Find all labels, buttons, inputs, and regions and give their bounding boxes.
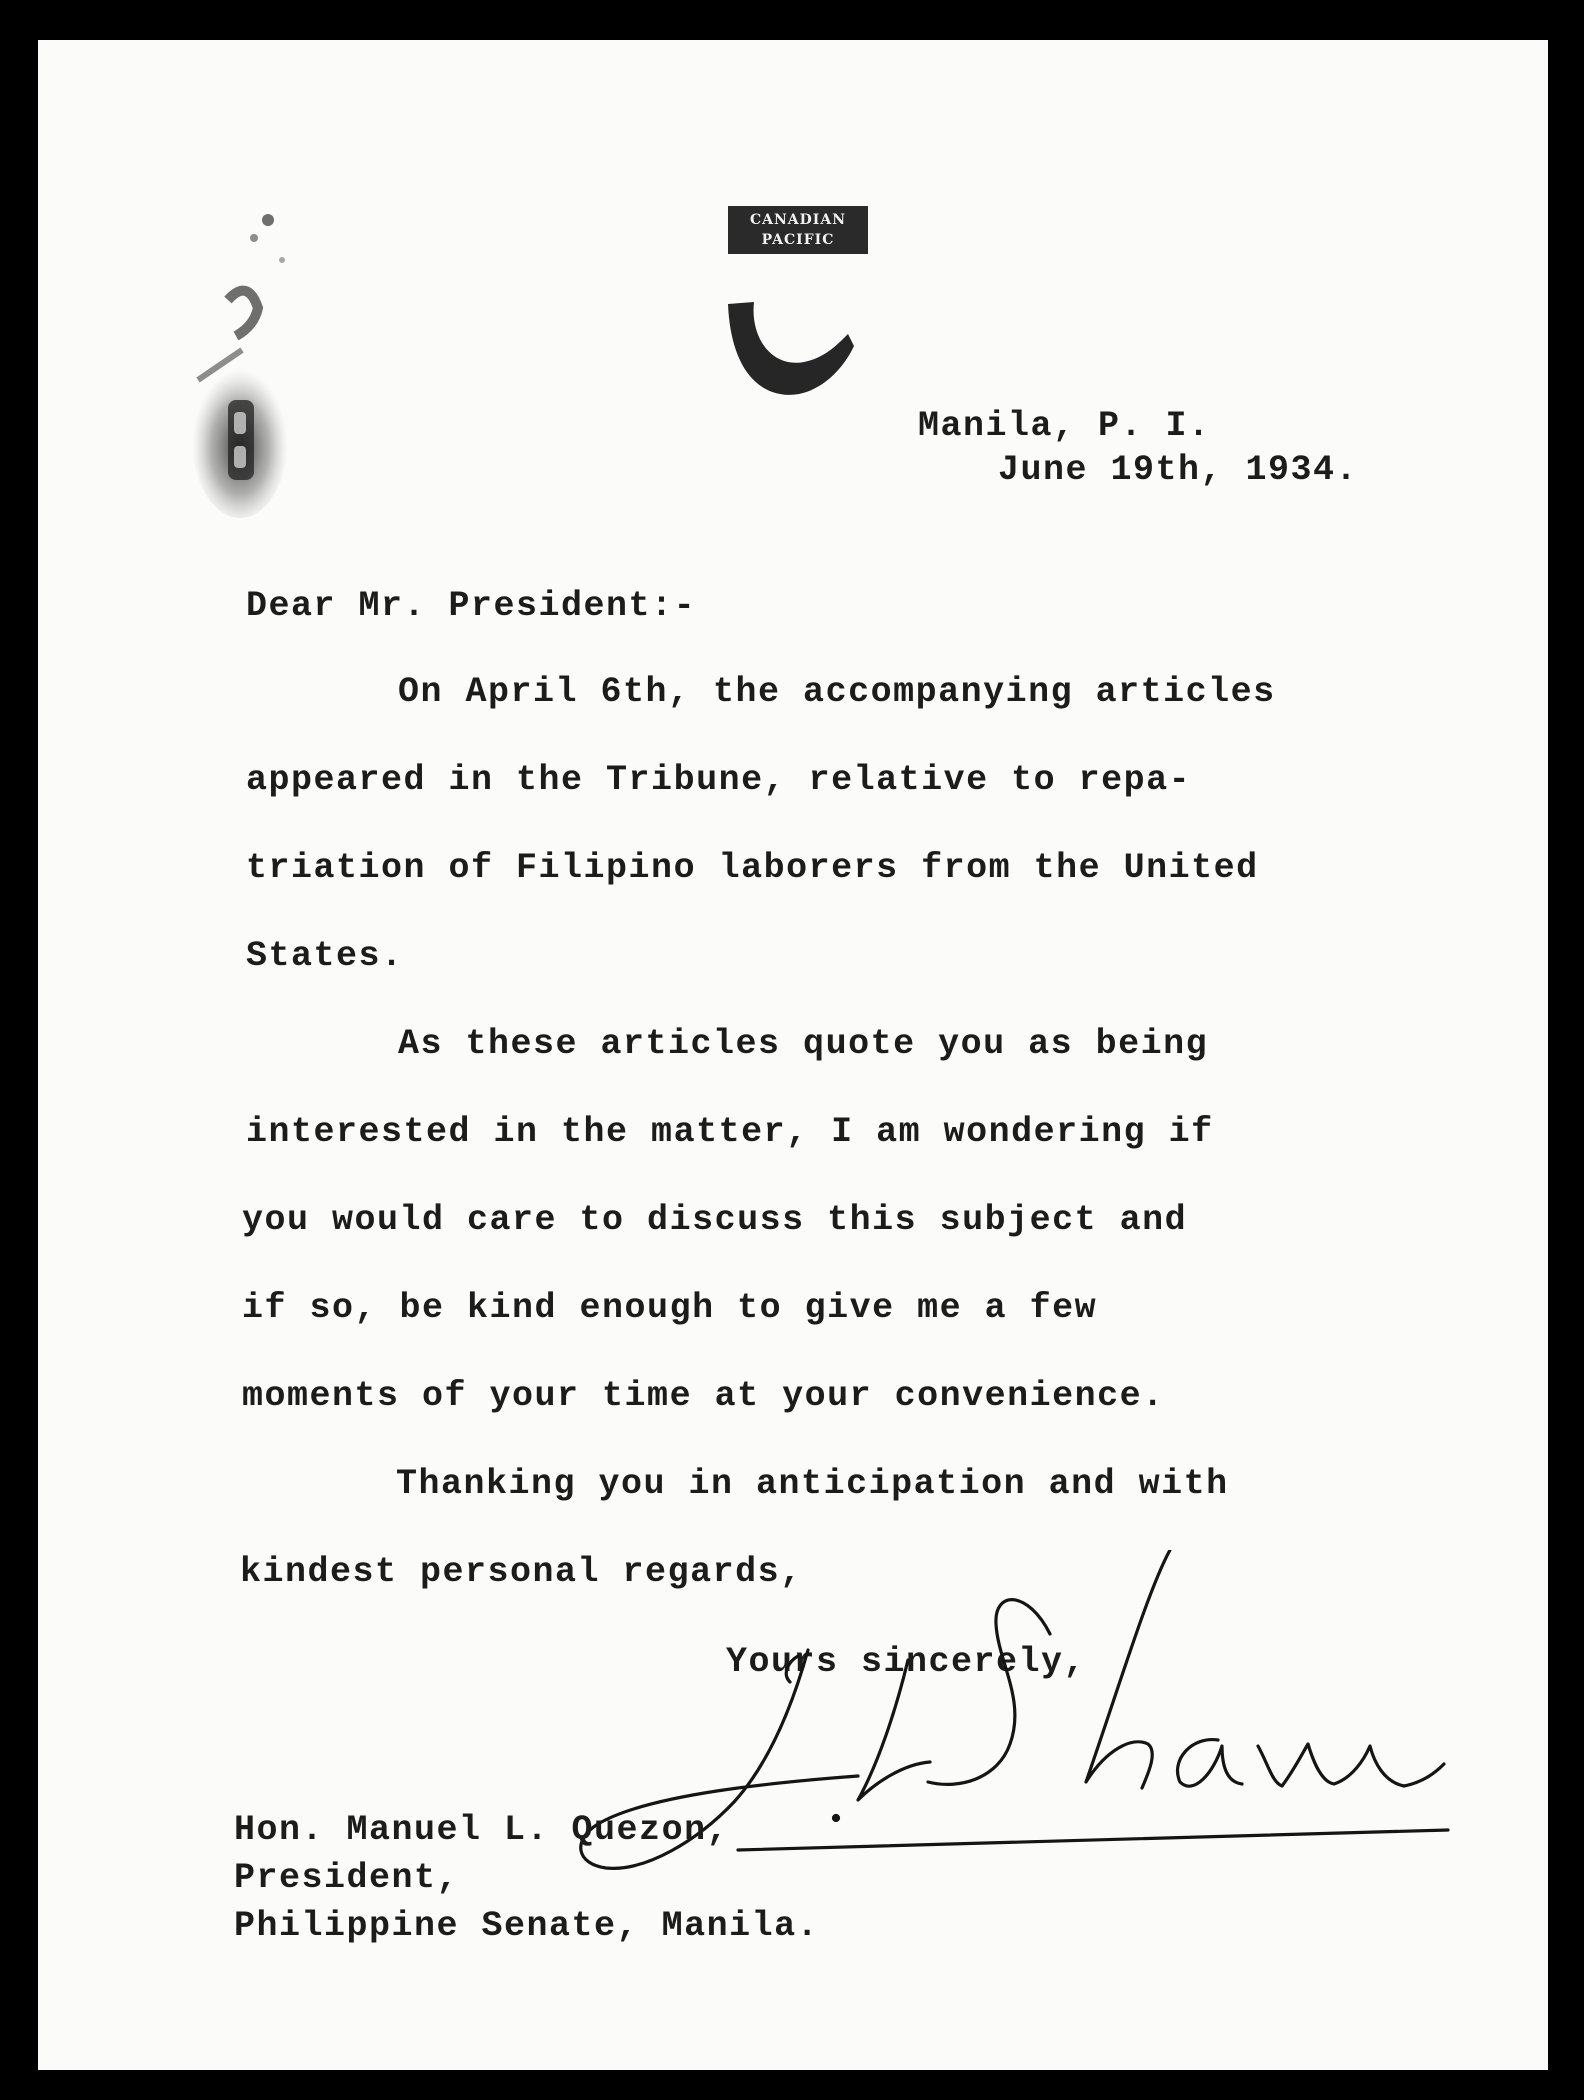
body-line: Thanking you in anticipation and with: [396, 1464, 1229, 1504]
recipient-line-2: President,: [234, 1858, 460, 1898]
ink-smudge: [158, 190, 318, 530]
letter-page: [38, 40, 1548, 2070]
dateline-date: June 19th, 1934.: [998, 450, 1359, 490]
salutation: Dear Mr. President:-: [246, 586, 697, 626]
body-line: you would care to discuss this subject and: [242, 1200, 1188, 1240]
closing: Yours sincerely,: [726, 1642, 1087, 1682]
logo-line-1: CANADIAN: [749, 212, 846, 228]
body-line: if so, be kind enough to give me a few: [242, 1288, 1098, 1328]
recipient-line-1: Hon. Manuel L. Quezon,: [234, 1810, 730, 1850]
handwritten-signature: [558, 1550, 1518, 1910]
body-line: kindest personal regards,: [240, 1552, 803, 1592]
canadian-pacific-logo: [728, 206, 868, 254]
body-line: States.: [246, 936, 404, 976]
beaver-shield-emblem-icon: [724, 302, 854, 412]
dateline-place: Manila, P. I.: [918, 406, 1211, 446]
body-line: interested in the matter, I am wondering if: [246, 1112, 1214, 1152]
body-line: appeared in the Tribune, relative to repa-: [246, 760, 1192, 800]
body-line: On April 6th, the accompanying articles: [398, 672, 1276, 712]
body-line: As these articles quote you as being: [398, 1024, 1209, 1064]
body-line: triation of Filipino laborers from the United: [246, 848, 1259, 888]
recipient-line-3: Philippine Senate, Manila.: [234, 1906, 820, 1946]
logo-line-2: PACIFIC: [761, 232, 835, 248]
body-line: moments of your time at your convenience.: [242, 1376, 1165, 1416]
